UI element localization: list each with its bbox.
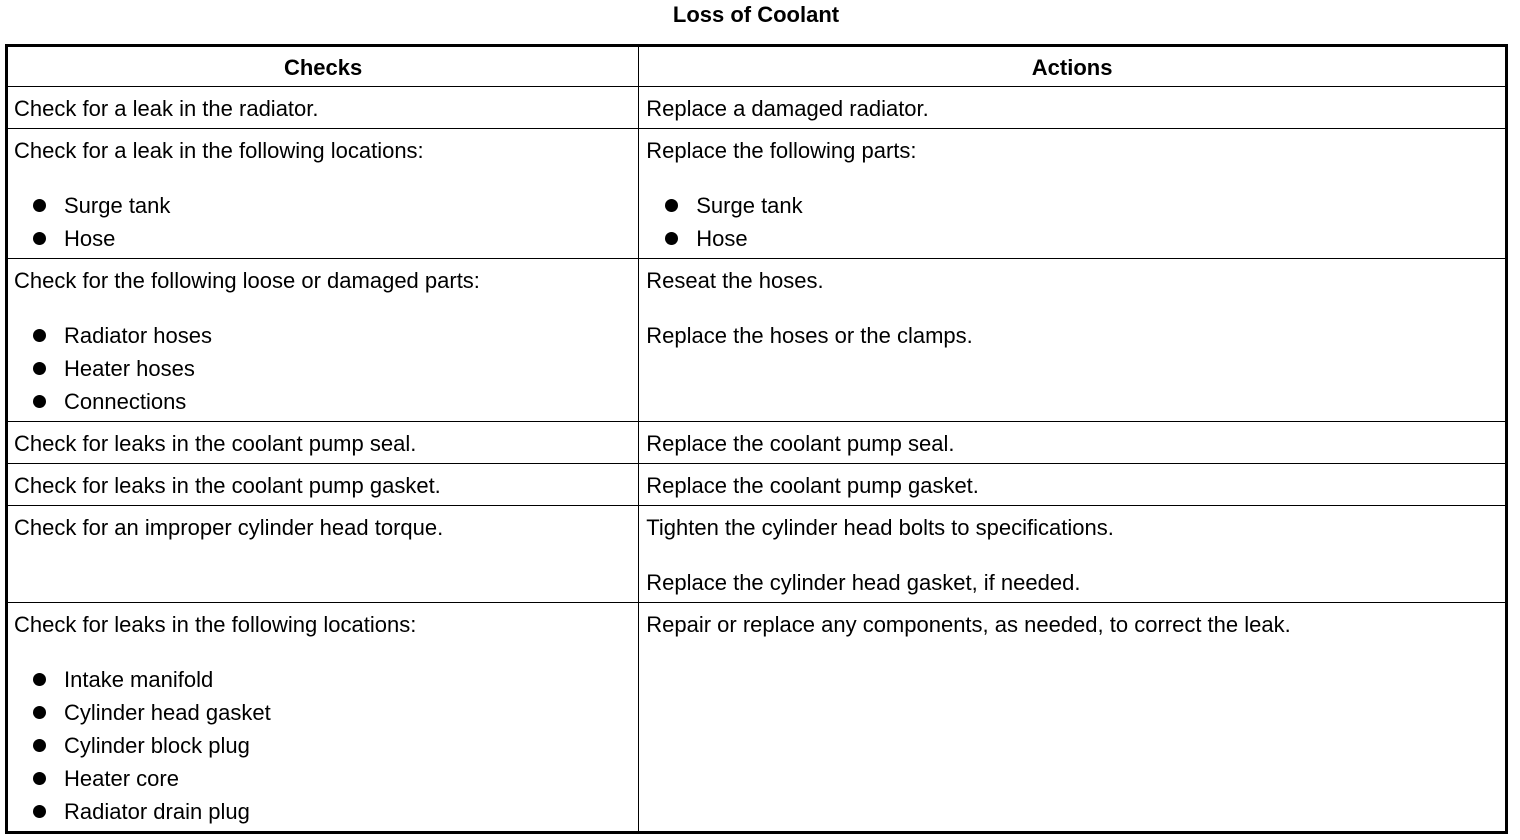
list-item	[646, 222, 1499, 255]
bullet-icon	[665, 199, 678, 212]
action-text: Replace the cylinder head gasket, if needed.	[646, 570, 1081, 595]
action-bullet-list	[646, 189, 1499, 255]
bullet-icon	[33, 805, 46, 818]
page-title: Loss of Coolant	[672, 2, 840, 27]
check-cell	[7, 603, 639, 833]
list-item	[14, 696, 632, 729]
bullet-icon	[33, 706, 46, 719]
bullet-icon	[33, 199, 46, 212]
bullet-icon	[33, 673, 46, 686]
action-cell	[639, 259, 1507, 422]
check-bullet-list	[14, 663, 632, 828]
column-header-actions: Actions	[639, 46, 1507, 87]
list-item-label: Hose	[696, 226, 748, 251]
check-bullet-list	[14, 189, 632, 255]
list-item-label: Intake manifold	[64, 667, 214, 692]
list-item-label: Cylinder head gasket	[64, 700, 271, 725]
check-cell	[7, 422, 639, 464]
action-text: Replace a damaged radiator.	[646, 96, 929, 121]
check-text: Check for leaks in the following locations:	[14, 612, 417, 637]
list-item-label: Radiator hoses	[64, 323, 212, 348]
list-item	[14, 352, 632, 385]
check-cell	[7, 506, 639, 603]
action-cell	[639, 422, 1507, 464]
list-item-label: Heater hoses	[64, 356, 195, 381]
action-text: Replace the following parts:	[646, 138, 917, 163]
action-text: Replace the coolant pump seal.	[646, 431, 955, 456]
bullet-icon	[33, 362, 46, 375]
action-text: Tighten the cylinder head bolts to specifications.	[646, 515, 1114, 540]
list-item	[14, 663, 632, 696]
check-cell	[7, 464, 639, 506]
list-item-label: Heater core	[64, 766, 179, 791]
action-text: Reseat the hoses.	[646, 268, 824, 293]
list-item-label: Connections	[64, 389, 187, 414]
action-text: Replace the hoses or the clamps.	[646, 323, 973, 348]
check-text: Check for a leak in the following locations:	[14, 138, 424, 163]
check-bullet-list	[14, 319, 632, 418]
list-item	[14, 762, 632, 795]
table-row	[7, 603, 1507, 833]
action-text: Replace the coolant pump gasket.	[646, 473, 979, 498]
check-text: Check for leaks in the coolant pump seal.	[14, 431, 417, 456]
list-item-label: Cylinder block plug	[64, 733, 250, 758]
action-cell	[639, 464, 1507, 506]
list-item	[14, 189, 632, 222]
action-cell	[639, 129, 1507, 259]
table-row	[7, 464, 1507, 506]
table-row	[7, 506, 1507, 603]
list-item-label: Hose	[64, 226, 116, 251]
list-item	[14, 385, 632, 418]
table-row	[7, 129, 1507, 259]
list-item	[14, 319, 632, 352]
check-text: Check for an improper cylinder head torque.	[14, 515, 444, 540]
bullet-icon	[33, 739, 46, 752]
list-item-label: Surge tank	[64, 193, 171, 218]
list-item	[646, 189, 1499, 222]
table-row	[7, 422, 1507, 464]
list-item-label: Surge tank	[696, 193, 803, 218]
action-cell	[639, 603, 1507, 833]
table-header-row	[7, 46, 1507, 87]
table-row	[7, 87, 1507, 129]
check-cell	[7, 87, 639, 129]
table-row	[7, 259, 1507, 422]
check-cell	[7, 259, 639, 422]
list-item	[14, 729, 632, 762]
bullet-icon	[33, 329, 46, 342]
bullet-icon	[665, 232, 678, 245]
list-item	[14, 222, 632, 255]
check-text: Check for leaks in the coolant pump gasket.	[14, 473, 441, 498]
check-cell	[7, 129, 639, 259]
action-cell	[639, 506, 1507, 603]
bullet-icon	[33, 232, 46, 245]
action-cell	[639, 87, 1507, 129]
list-item	[14, 795, 632, 828]
diagnostic-table	[5, 44, 1508, 834]
bullet-icon	[33, 395, 46, 408]
check-text: Check for a leak in the radiator.	[14, 96, 319, 121]
check-text: Check for the following loose or damaged parts:	[14, 268, 480, 293]
column-header-checks: Checks	[7, 46, 639, 87]
bullet-icon	[33, 772, 46, 785]
action-text: Repair or replace any components, as needed, to correct the leak.	[646, 612, 1291, 637]
list-item-label: Radiator drain plug	[64, 799, 250, 824]
